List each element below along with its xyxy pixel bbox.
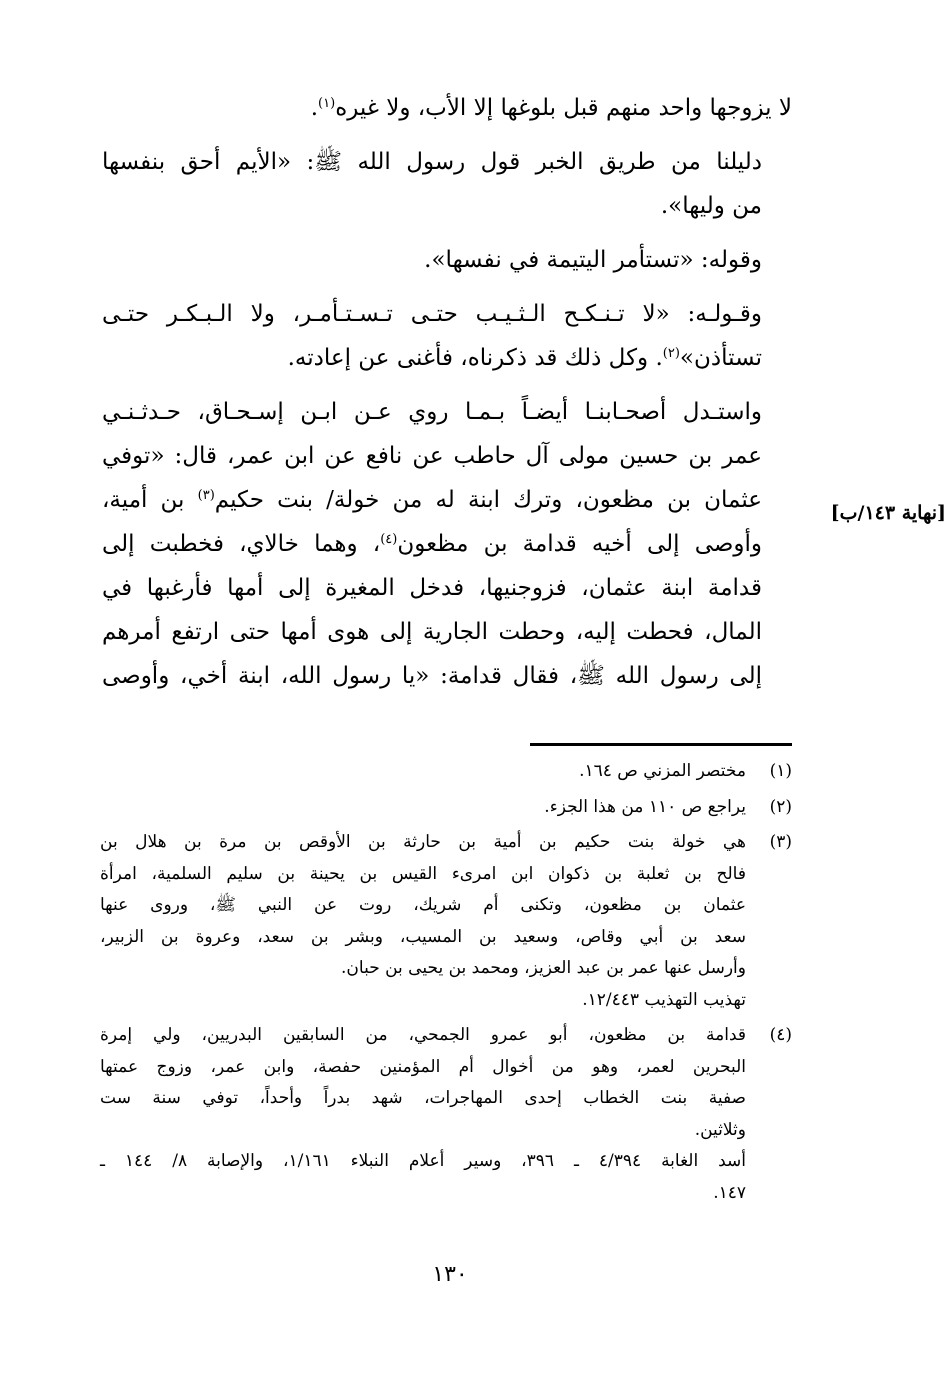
footnote-line: عثمان بن مظعون، وتكنى أم شريك، روت عن النبي ﷺ، وروى عنها xyxy=(100,895,746,915)
line-text: لا يزوجها واحد منهم قبل بلوغها إلا الأب، ولا غيره xyxy=(335,95,792,121)
footnote-number: (٣) xyxy=(769,832,792,852)
footnote-line: يراجع ص ١١٠ من هذا الجزء. xyxy=(544,796,746,817)
footnote xyxy=(100,1020,792,1209)
footnote-line: مختصر المزني ص ١٦٤. xyxy=(579,761,746,781)
text-line xyxy=(102,86,792,130)
text-line xyxy=(102,336,792,380)
line-text: وأوصى إلى أخيه قدامة بن مظعون xyxy=(397,531,762,557)
text-line xyxy=(102,238,792,282)
line-text-tail: . xyxy=(310,95,319,121)
text-line xyxy=(102,434,792,478)
line-text: قدامة ابنة عثمان، فزوجنيها، فدخل المغيرة إلى أمها فأرغبها في xyxy=(102,575,762,601)
footnote-line: هي خولة بنت حكيم بن أمية بن حارثة بن الأوقص بن مرة بن هلال بن xyxy=(100,832,746,852)
text-line xyxy=(102,478,792,522)
footnote-line: ١٤٧. xyxy=(713,1182,746,1203)
line-text-tail: . وكل ذلك قد ذكرناه، فأغنى عن إعادته. xyxy=(287,345,663,371)
text-line xyxy=(102,566,792,610)
footnote-line: أسد الغابة ٤/٣٩٤ ـ ٣٩٦، وسير أعلام النبلاء ١/١٦١، والإصابة ٨/ ١٤٤ ـ xyxy=(100,1151,746,1171)
footnotes xyxy=(100,756,792,1213)
text-line xyxy=(102,292,792,336)
footnote-line: فالح بن ثعلبة بن ذكوان ابن امرىء القيس بن يحينة بن سليم السلمية، امرأة xyxy=(100,863,746,884)
footnote-body xyxy=(100,792,746,824)
paragraph xyxy=(102,292,792,380)
footnote-number: (١) xyxy=(769,761,792,781)
margin-note: [نهاية ١٤٣/ب] xyxy=(830,502,946,524)
line-text-tail: بن أمية، xyxy=(102,487,198,513)
footnote-line: سعد بن أبي وقاص، وسعيد بن المسيب، وبشر بن سعد، وعروة بن الزبير، xyxy=(100,926,746,947)
footnote-line: صفية بنت الخطاب إحدى المهاجرات، شهد بدراً وأحداً، توفي سنة ست xyxy=(100,1088,746,1108)
text-line xyxy=(102,140,792,184)
line-text: وقـولـه: «لا تـنـكـح الـثـيـب حتـى تـسـتـأمـر، ولا الـبـكـر حتـى xyxy=(102,301,762,327)
footnote-line: البحرين لعمر، وهو من أخوال أم المؤمنين حفصة، وابن عمر، وزوج عمتها xyxy=(100,1056,746,1077)
footnote-body xyxy=(100,756,746,788)
footnote-number: (٤) xyxy=(769,1025,792,1045)
line-text: عثمان بن مظعون، وترك ابنة له من خولة/ بنت حكيم xyxy=(214,487,763,513)
footnote-line: تهذيب التهذيب ١٢/٤٤٣. xyxy=(582,989,746,1010)
footnote-ref[interactable]: (١) xyxy=(318,96,336,111)
line-text: تستأذن» xyxy=(679,345,762,371)
line-text-tail: ، وهما خالاي، فخطبت إلى xyxy=(102,531,381,557)
main-text xyxy=(102,86,792,708)
footnote xyxy=(100,756,792,788)
line-text: إلى رسول الله ﷺ، فقال قدامة: «يا رسول الله، ابنة أخي، وأوصى xyxy=(102,663,762,689)
line-text: المال، فحطت إليه، وحطت الجارية إلى هوى أمها حتى ارتفع أمرهم xyxy=(102,619,762,645)
footnote-line: وأرسل عنها عمر بن عبد العزيز، ومحمد بن يحيى بن حبان. xyxy=(341,958,746,978)
footnote-line: قدامة بن مظعون، أبو عمرو الجمحي، من السابقين البدريين، ولي إمرة xyxy=(100,1025,746,1045)
line-text: عمر بن حسين مولى آل حاطب عن نافع عن ابن عمر، قال: «توفي xyxy=(102,443,762,469)
page-number: ١٣٠ xyxy=(432,1262,468,1287)
paragraph xyxy=(102,238,792,282)
paragraph xyxy=(102,140,792,228)
footnote-ref[interactable]: (٣) xyxy=(197,488,215,503)
footnote-body xyxy=(100,827,746,1016)
line-text: وقوله: «تستأمر اليتيمة في نفسها». xyxy=(424,247,762,273)
text-line xyxy=(102,654,792,698)
footnote xyxy=(100,792,792,824)
text-line xyxy=(102,390,792,434)
footnote xyxy=(100,827,792,1016)
text-line xyxy=(102,184,792,228)
line-text: دليلنا من طريق الخبر قول رسول الله ﷺ: «الأيم أحق بنفسها xyxy=(102,149,762,175)
text-line xyxy=(102,522,792,566)
footnote-body xyxy=(100,1020,746,1209)
line-text: واستـدل أصحـابنـا أيضـاً بـمـا روي عـن ابـن إسـحـاق، حـدثـنـي xyxy=(102,399,762,425)
paragraph xyxy=(102,86,792,130)
footnote-ref[interactable]: (٢) xyxy=(662,346,680,361)
text-line xyxy=(102,610,792,654)
footnote-ref[interactable]: (٤) xyxy=(380,532,398,547)
paragraph xyxy=(102,390,792,698)
footnote-separator xyxy=(530,743,792,746)
line-text: من وليها». xyxy=(660,193,762,219)
footnote-number: (٢) xyxy=(769,796,792,817)
footnote-line: وثلاثين. xyxy=(694,1119,746,1140)
